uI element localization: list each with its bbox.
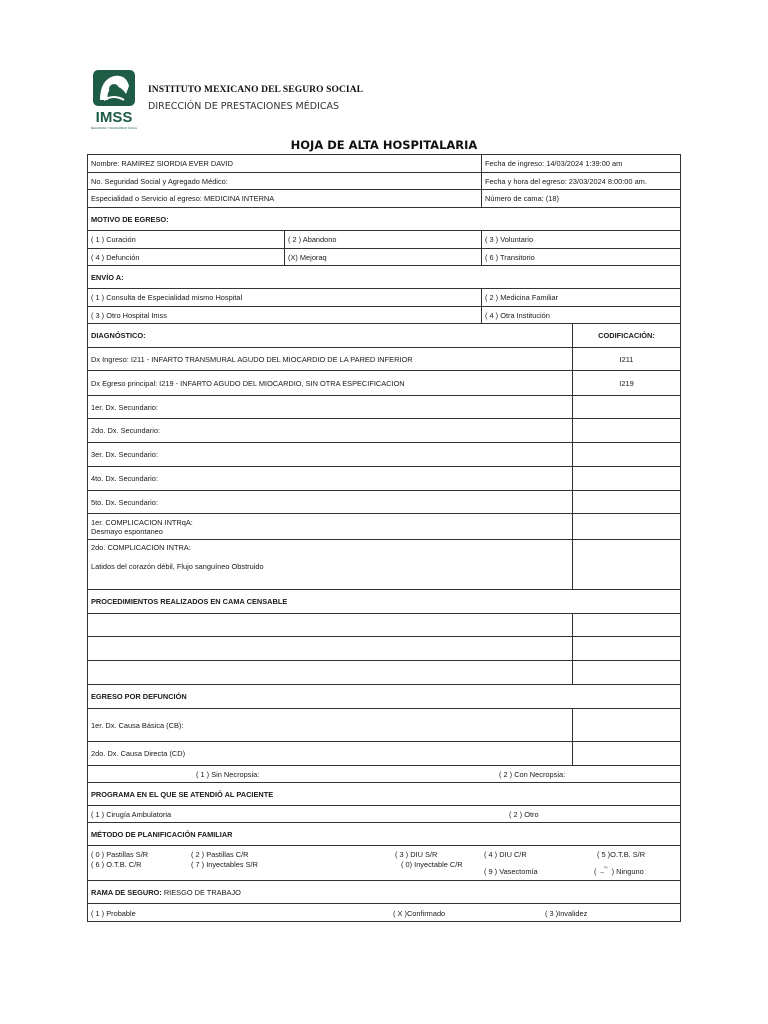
dx-secondary-row bbox=[88, 396, 680, 419]
reason-option-cure: ( 1 ) Curación bbox=[91, 235, 136, 244]
fp-none-open: ( bbox=[594, 867, 597, 876]
dx-discharge-code: I219 bbox=[572, 371, 680, 395]
reason-option-transitory: ( 6 ) Transitorio bbox=[481, 249, 680, 265]
fp-option-iud-cr: ( 4 ) DIU C/R bbox=[484, 850, 527, 859]
complication-1-text: Desmayo espontaneo bbox=[91, 526, 163, 536]
dx-admission-row bbox=[88, 348, 680, 371]
dx-secondary-3: 3er. Dx. Secundario: bbox=[91, 450, 158, 459]
procedure-cell bbox=[88, 614, 572, 636]
procedure-row bbox=[88, 661, 680, 685]
dx-secondary-row bbox=[88, 491, 680, 514]
death-cause-direct: 2do. Dx. Causa Directa (CD) bbox=[91, 749, 186, 758]
procedure-code-cell bbox=[572, 614, 680, 636]
family-planning-options bbox=[88, 846, 680, 881]
logo-subtext: SEGURIDAD Y SOLIDARIDAD SOCIAL bbox=[90, 127, 138, 130]
no-autopsy-option: ( 1 ) Sin Necropsia: bbox=[196, 770, 260, 779]
fp-none-label: ) Ninguno bbox=[611, 867, 644, 876]
program-option-ambulatory-surgery: ( 1 ) Cirugía Ambulatoria bbox=[91, 810, 172, 819]
referral-row-2 bbox=[88, 307, 680, 324]
dx-secondary-row bbox=[88, 443, 680, 467]
fp-none-mark: _’° bbox=[600, 867, 608, 873]
fp-option-pills-cr: ( 2 ) Pastillas C/R bbox=[191, 850, 249, 859]
insurance-label-title: RAMA DE SEGURO: bbox=[91, 887, 162, 897]
death-cause-direct-code bbox=[572, 742, 680, 765]
insurance-option-confirmed: ( X )Confirmado bbox=[393, 909, 446, 918]
insurance-label-value: RIESGO DE TRABAJO bbox=[161, 887, 241, 897]
dx-secondary-3-code bbox=[572, 443, 680, 466]
program-header bbox=[88, 783, 680, 806]
dx-secondary-4: 4to. Dx. Secundario: bbox=[91, 474, 158, 483]
procedure-row bbox=[88, 614, 680, 637]
program-row bbox=[88, 806, 680, 823]
coding-label: CODIFICACIÓN: bbox=[572, 324, 680, 347]
program-option-other: ( 2 ) Otro bbox=[509, 810, 539, 819]
death-label: EGRESO POR DEFUNCIÓN bbox=[91, 692, 187, 701]
dx-secondary-5: 5to. Dx. Secundario: bbox=[91, 497, 158, 507]
patient-name: Nombre: RAMIREZ SIORDIA EVER DAVID bbox=[91, 159, 233, 168]
fp-option-none bbox=[594, 867, 644, 876]
discharge-reason-header bbox=[88, 208, 680, 231]
complication-2-row bbox=[88, 540, 680, 590]
insurance-option-probable: ( 1 ) Probable bbox=[91, 909, 136, 918]
fp-option-otb-cr: ( 6 ) O.T.B. C/R bbox=[91, 860, 142, 869]
insurance-options bbox=[88, 904, 680, 923]
procedure-cell bbox=[88, 661, 572, 684]
fp-option-injectable-cr: ( 0) Inyectable C/R bbox=[401, 860, 463, 869]
referral-option-other-hospital: ( 3 ) Otro Hospital Imss bbox=[91, 310, 167, 320]
death-cause-basic: 1er. Dx. Causa Básica (CB): bbox=[91, 720, 184, 730]
fp-option-otb-sr: ( 5 )O.T.B. S/R bbox=[597, 850, 646, 859]
death-header bbox=[88, 685, 680, 709]
discharge-reason-label: MOTIVO DE EGRESO: bbox=[91, 214, 169, 224]
death-cause-1-row bbox=[88, 709, 680, 742]
referral-row-1 bbox=[88, 289, 680, 307]
discharge-reason-row-1 bbox=[88, 231, 680, 249]
program-label: PROGRAMA EN EL QUE SE ATENDIÓ AL PACIENTE bbox=[91, 789, 274, 799]
dx-secondary-2-code bbox=[572, 419, 680, 442]
autopsy-row bbox=[88, 766, 680, 783]
referral-option-family-medicine: ( 2 ) Medicina Familiar bbox=[481, 289, 680, 306]
reason-option-improvement: (X) Mejoraq bbox=[284, 249, 481, 265]
dx-secondary-1-code bbox=[572, 396, 680, 418]
complication-2-code bbox=[572, 540, 680, 589]
death-cause-2-row bbox=[88, 742, 680, 766]
dx-secondary-row bbox=[88, 467, 680, 491]
reason-option-voluntary: ( 3 ) Voluntario bbox=[481, 231, 680, 248]
page-title: HOJA DE ALTA HOSPITALARIA bbox=[290, 138, 478, 152]
imss-logo bbox=[90, 70, 138, 130]
dx-secondary-4-code bbox=[572, 467, 680, 490]
complication-1 bbox=[88, 514, 572, 539]
with-autopsy-option: ( 2 ) Con Necropsia: bbox=[499, 770, 566, 779]
insurance-label bbox=[88, 881, 680, 903]
diagnosis-header bbox=[88, 324, 680, 348]
logo-text: IMSS bbox=[95, 109, 133, 126]
discharge-date: Fecha y hora del egreso: 23/03/2024 8:00:00 am. bbox=[481, 173, 680, 189]
dx-discharge-row bbox=[88, 371, 680, 396]
complication-2-label: 2do. COMPLICACION INTRA: bbox=[91, 543, 191, 552]
referral-option-specialty: ( 1 ) Consulta de Especialidad mismo Hospital bbox=[91, 293, 243, 302]
dx-secondary-5-code bbox=[572, 491, 680, 513]
dx-secondary-1: 1er. Dx. Secundario: bbox=[91, 402, 158, 412]
procedure-cell bbox=[88, 637, 572, 660]
fp-option-iud-sr: ( 3 ) DIU S/R bbox=[395, 850, 438, 859]
discharge-reason-row-2 bbox=[88, 249, 680, 266]
complication-1-row bbox=[88, 514, 680, 540]
social-security-number: No. Seguridad Social y Agregado Médico: bbox=[91, 176, 228, 186]
referral-option-other-institution: ( 4 ) Otra Institución bbox=[481, 307, 680, 323]
insurance-option-disability: ( 3 )Invalidez bbox=[545, 909, 588, 918]
referral-label: ENVÍO A: bbox=[91, 272, 124, 282]
dx-admission: Dx Ingreso: I211 - INFARTO TRANSMURAL AGUDO DEL MIOCARDIO DE LA PARED INFERIOR bbox=[91, 354, 413, 364]
procedure-code-cell bbox=[572, 637, 680, 660]
complication-2 bbox=[88, 540, 572, 589]
patient-row-2 bbox=[88, 173, 680, 190]
complication-1-code bbox=[572, 514, 680, 539]
dx-secondary-2: 2do. Dx. Secundario: bbox=[91, 426, 161, 435]
discharge-form bbox=[87, 154, 681, 922]
reason-option-death: ( 4 ) Defunción bbox=[91, 252, 140, 262]
admission-date: Fecha de ingreso: 14/03/2024 1:39:00 am bbox=[481, 155, 680, 172]
procedures-header bbox=[88, 590, 680, 614]
referral-header bbox=[88, 266, 680, 289]
reason-option-abandon: ( 2 ) Abandono bbox=[284, 231, 481, 248]
fp-option-pills-sr: ( 0 ) Pastillas S/R bbox=[91, 850, 149, 859]
bed-number: Número de cama: (18) bbox=[481, 190, 680, 207]
direction-name: DIRECCIÓN DE PRESTACIONES MÉDICAS bbox=[148, 101, 340, 112]
dx-discharge: Dx Egreso principal: I219 - INFARTO AGUDO DEL MIOCARDIO, SIN OTRA ESPECIFICACION bbox=[91, 378, 405, 388]
fp-option-injectables-sr: ( 7 ) Inyectables S/R bbox=[191, 860, 258, 869]
patient-row-3 bbox=[88, 190, 680, 208]
dx-admission-code: I211 bbox=[572, 348, 680, 370]
complication-2-text: Latidos del corazón débil, Flujo sanguíneo Obstruido bbox=[91, 562, 264, 571]
insurance-header bbox=[88, 881, 680, 904]
fp-option-vasectomy: ( 9 ) Vasectomía bbox=[484, 867, 538, 876]
procedure-code-cell bbox=[572, 661, 680, 684]
diagnosis-label: DIAGNÓSTICO: bbox=[91, 331, 146, 340]
dx-secondary-row bbox=[88, 419, 680, 443]
procedures-label: PROCEDIMIENTOS REALIZADOS EN CAMA CENSABLE bbox=[91, 597, 288, 606]
complication-1-label: 1er. COMPLICACION INTRqA: bbox=[91, 517, 193, 527]
family-planning-label: MÉTODO DE PLANIFICACIÓN FAMILIAR bbox=[91, 829, 233, 839]
discharge-service: Especialidad o Servicio al egreso: MEDICINA INTERNA bbox=[91, 194, 275, 203]
family-planning-header bbox=[88, 823, 680, 846]
institution-name: INSTITUTO MEXICANO DEL SEGURO SOCIAL bbox=[148, 85, 364, 95]
procedure-row bbox=[88, 637, 680, 661]
patient-row-1 bbox=[88, 155, 680, 173]
death-cause-basic-code bbox=[572, 709, 680, 741]
